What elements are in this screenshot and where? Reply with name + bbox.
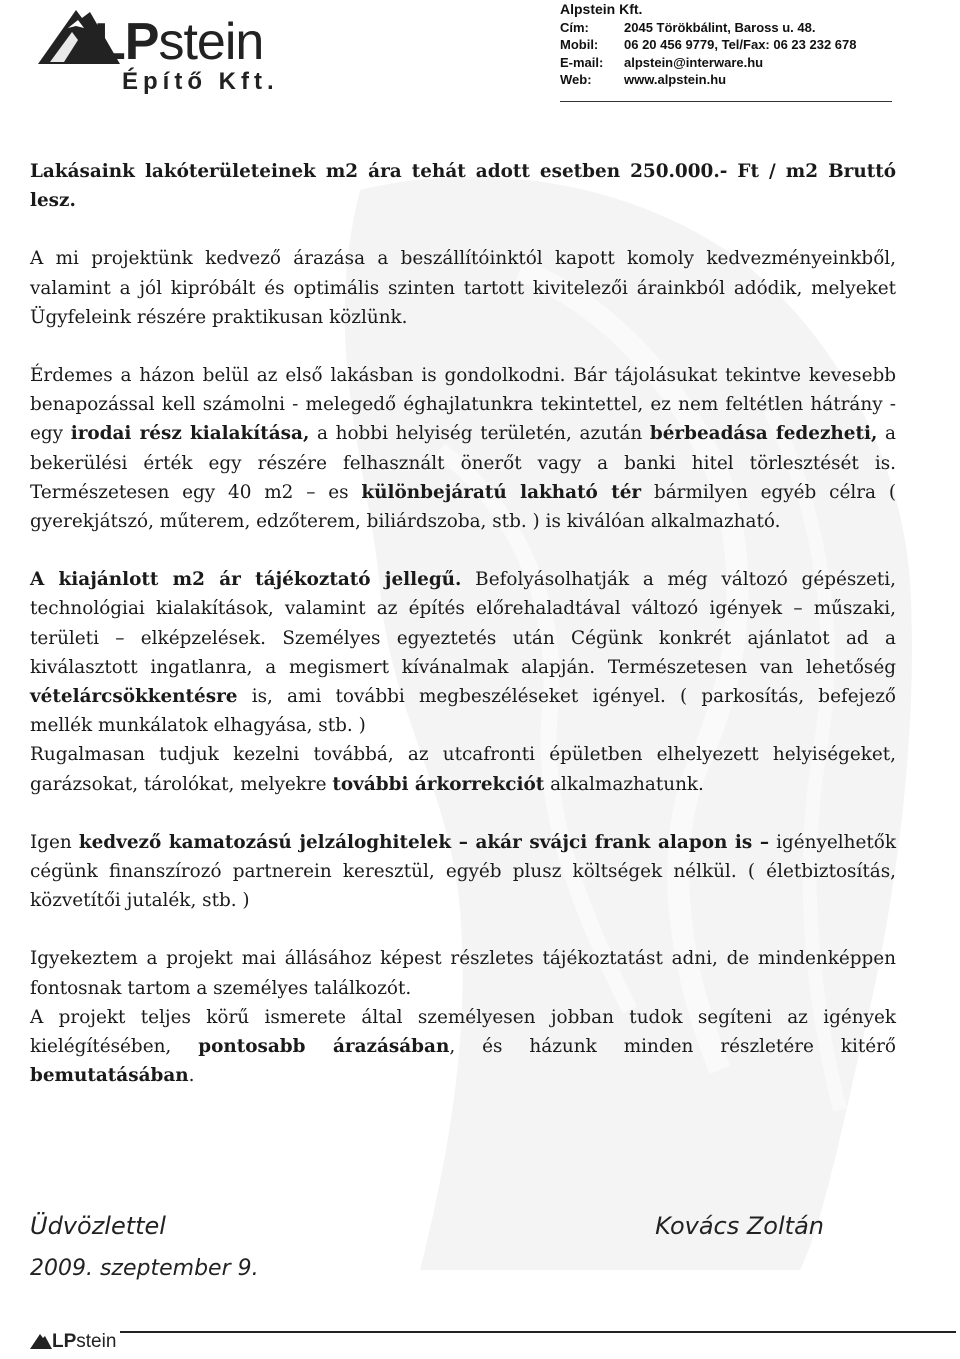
footer-divider — [120, 1331, 956, 1333]
offer-paragraph: A kiajánlott m2 ár tájékoztató jellegű. Befolyásolhatják a még változó gépészeti, technológiai kialakítások, valamint az építés előrehaladtával változó igények – műszaki, területi – elképzelések. Személyes egyeztetés után Cégünk konkrét ajánlatot ad a kiválasztott ingatlanra, a megismert kívánalmak alapján. Természetesen van lehetőség vételárcsökkentésre is, ami további megbeszéléseket igényel. ( parkosítás, befejező mellék munkálatok elhagyása, stb. ) — [30, 569, 896, 737]
first-flat-paragraph: Érdemes a házon belül az első lakásban is gondolkodni. Bár tájolásukat tekintve kevesebb benapozással kell számolni - melegedő éghajlatunkra tekintettel, ez nem feltétlen hátrány - egy irodai rész kialakítása, a hobbi helyiség területén, azután bérbeadása fedezheti, a bekerülési érték egy részére felhasznált önerőt vagy a banki hitel törlesztését is. Természetesen egy 40 m2 – es különbejáratú lakható tér bármilyen egyéb célra ( gyerekjátszó, műterem, edzőterem, biliárdszoba, stb. ) is kiválóan alkalmazható. — [30, 365, 896, 533]
footer-mountain-icon — [30, 1333, 52, 1349]
header-divider — [560, 101, 892, 102]
footer-logo: LPstein — [30, 1332, 116, 1351]
logo-stein: stein — [158, 13, 264, 71]
contact-row: E-mail: alpstein@interware.hu — [560, 54, 764, 70]
company-name: Alpstein Kft. — [560, 1, 643, 17]
price-paragraph: Lakásaink lakóterületeinek m2 ára tehát adott esetben 250.000.- Ft / m2 Bruttó lesz. — [30, 161, 896, 212]
meeting-paragraph: Igyekeztem a projekt mai állásához képest részletes tájékoztatást adni, de mindenképpen fontosnak tartom a személyes találkozót. — [30, 948, 896, 999]
logo-wordmark — [94, 13, 264, 71]
company-logo — [30, 4, 330, 100]
letter-body — [30, 157, 896, 1090]
greeting: Üdvözlettel — [30, 1212, 166, 1240]
signer-name: Kovács Zoltán — [655, 1212, 824, 1240]
web-link[interactable]: www.alpstein.hu — [624, 72, 727, 88]
contact-block — [560, 1, 905, 89]
pricing-paragraph: A mi projektünk kedvező árazása a beszállítóinktól kapott komoly kedvezményeinkből, valamint a jól kipróbált és optimális szinten tartott kivitelezői árainkból adódik, melyeket Ügyfeleink részére praktikusan közlünk. — [30, 248, 896, 328]
flexibility-paragraph: Rugalmasan tudjuk kezelni továbbá, az utcafronti épületben elhelyezett helyiségeket, garázsokat, tárolókat, melyekre további árkorrekciót alkalmazhatunk. — [30, 744, 896, 795]
contact-row: Web: www.alpstein.hu — [560, 72, 727, 88]
letterhead — [0, 0, 960, 110]
knowledge-paragraph: A projekt teljes körű ismerete által személyesen jobban tudok segíteni az igények kielégítésében, pontosabb árazásában, és házunk minden részletére kitérő bemutatásában. — [30, 1006, 897, 1087]
contact-row: Cím: 2045 Törökbálint, Baross u. 48. — [560, 19, 816, 35]
logo-subtitle: Építő Kft. — [122, 68, 279, 95]
email-link[interactable]: alpstein@interware.hu — [624, 54, 764, 70]
mortgage-paragraph: Igen kedvező kamatozású jelzáloghitelek – akár svájci frank alapon is – igényelhetők cégünk finanszírozó partnerein keresztül, egyéb plusz költségek nélkül. ( életbiztosítás, közvetítői jutalék, stb. ) — [30, 831, 896, 912]
logo-lp: LP — [94, 13, 159, 71]
letter-date: 2009. szeptember 9. — [30, 1256, 259, 1281]
contact-row: Mobil: 06 20 456 9779, Tel/Fax: 06 23 232 678 — [560, 37, 857, 53]
signature-row — [30, 1212, 896, 1252]
